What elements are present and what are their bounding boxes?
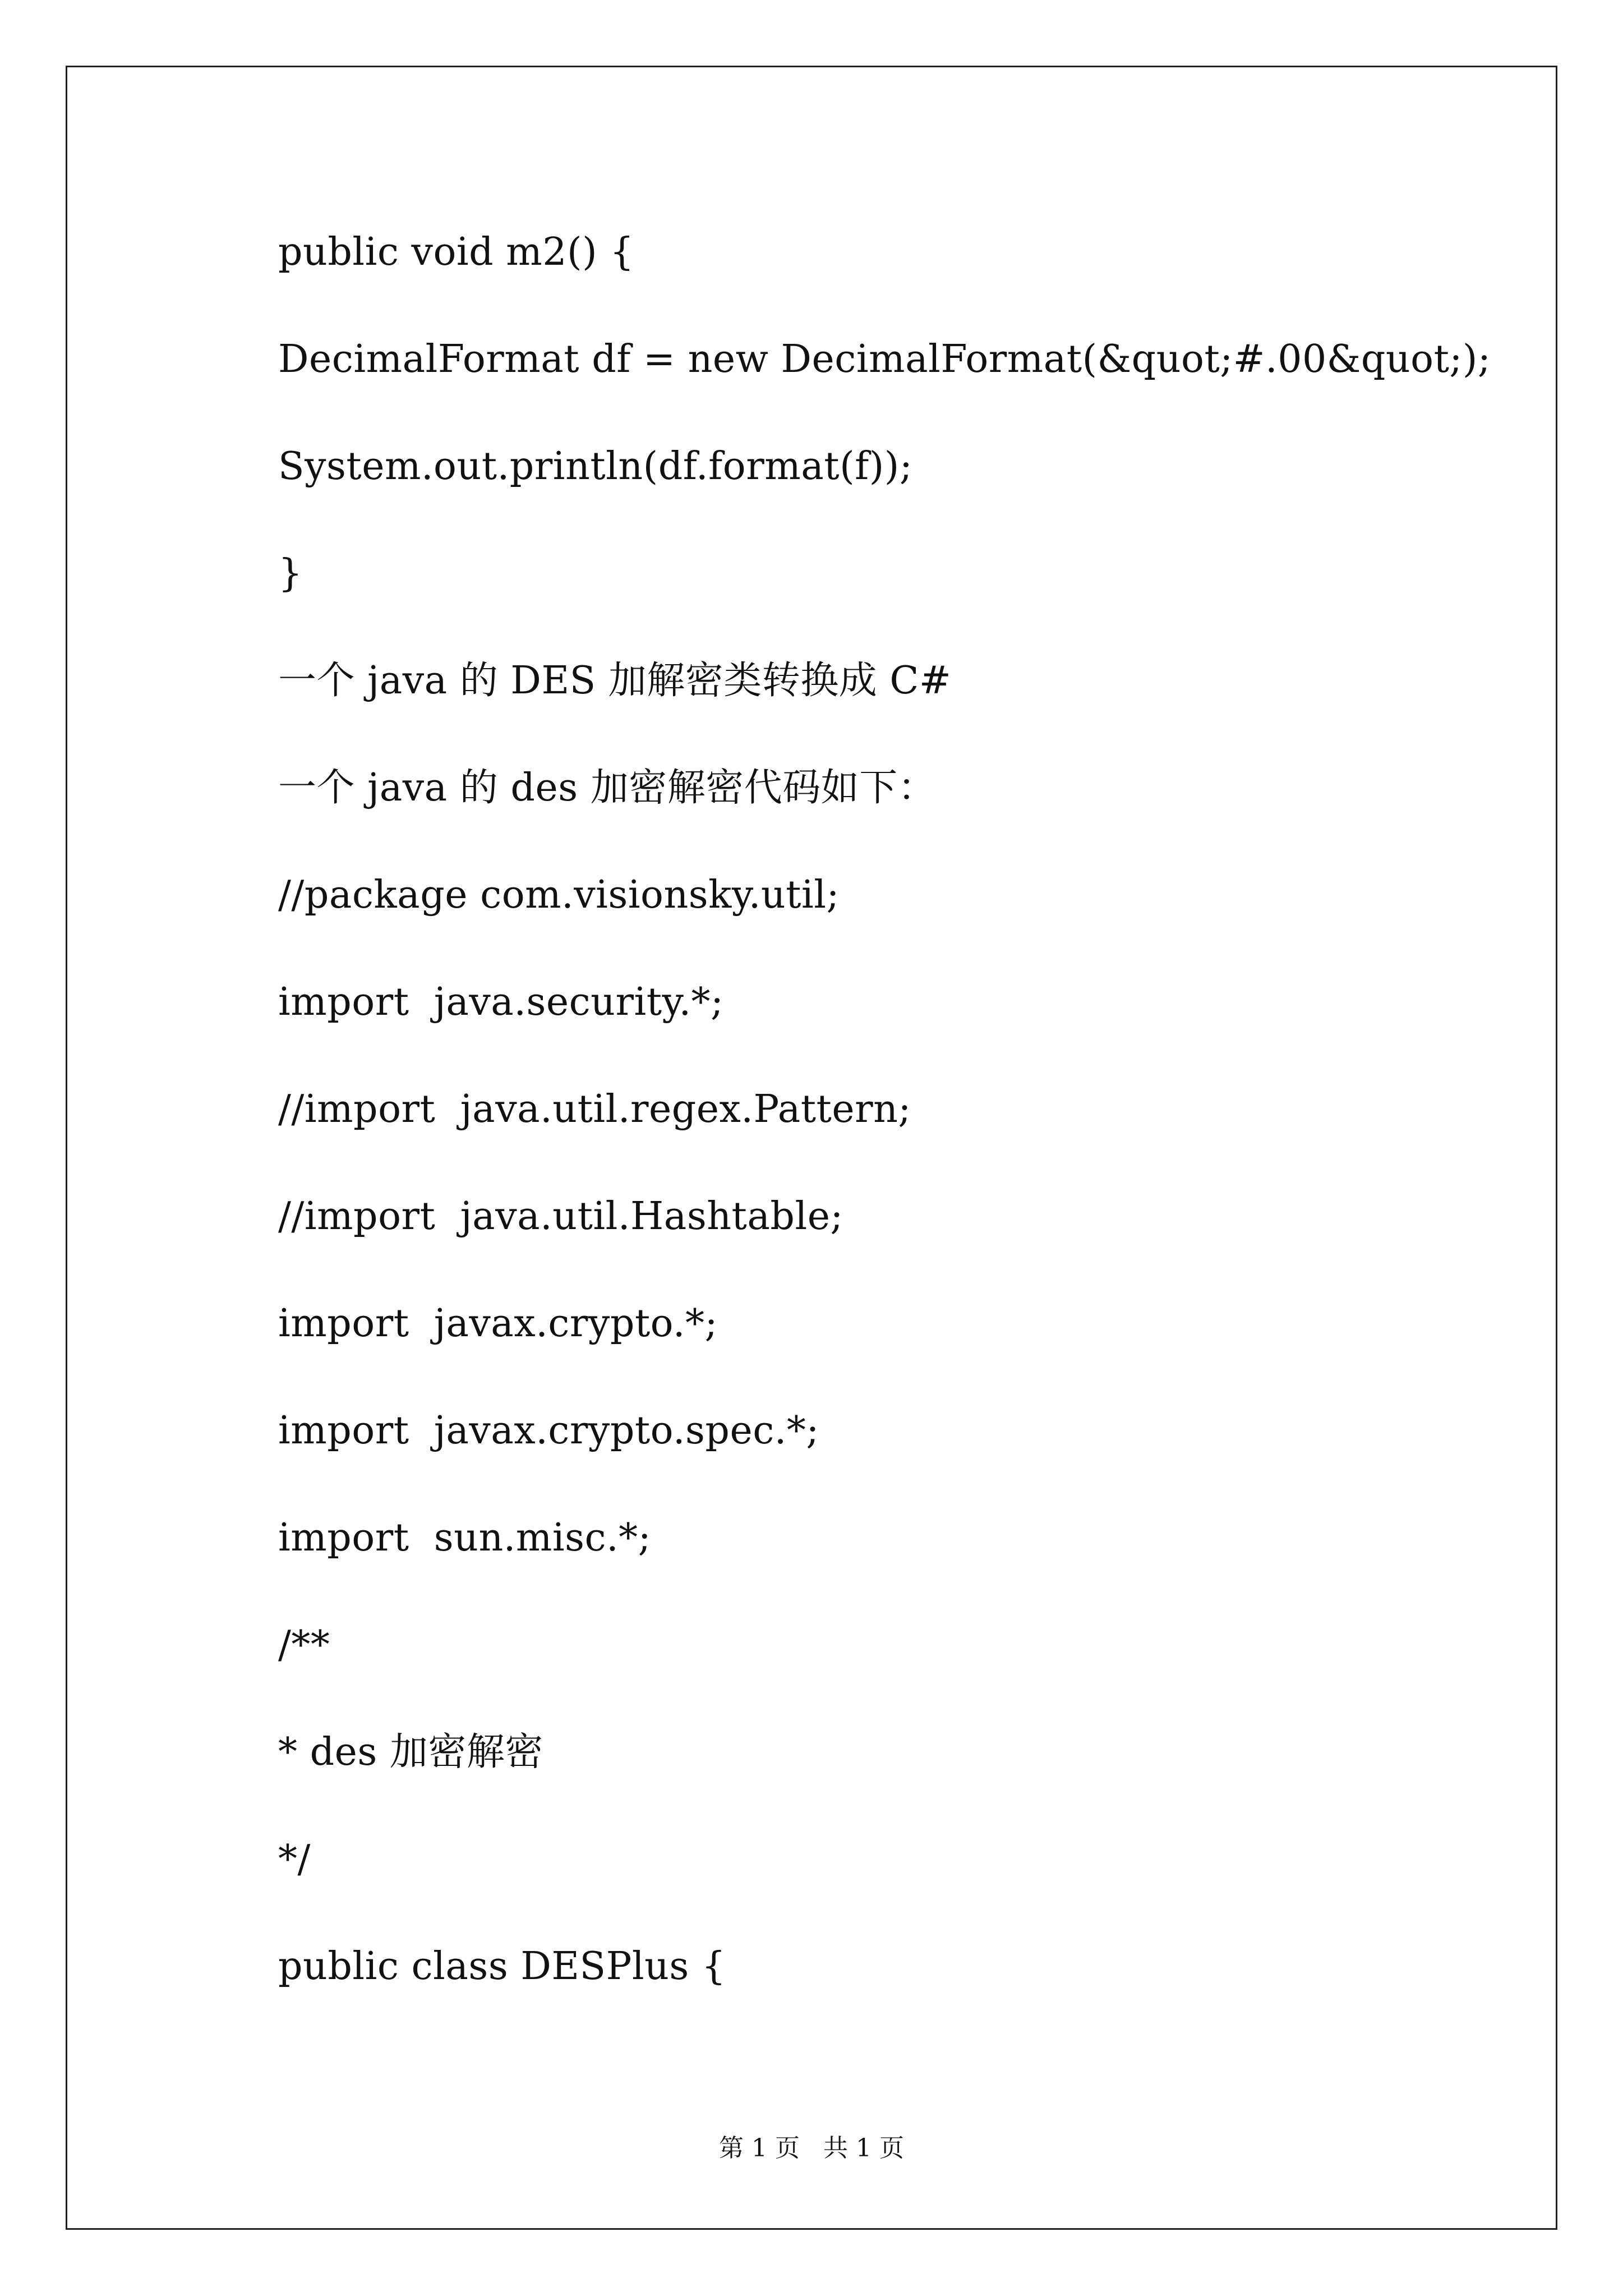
code-line: /** bbox=[278, 1623, 330, 1667]
code-line: * des 加密解密 bbox=[278, 1730, 543, 1774]
code-line: DecimalFormat df = new DecimalFormat(&quot;#.00&quot;); bbox=[278, 337, 1491, 381]
code-line: */ bbox=[278, 1837, 311, 1881]
code-line: import java.security.*; bbox=[278, 980, 724, 1024]
page-footer: 第 1 页 共 1 页 bbox=[719, 2134, 904, 2162]
text-line: 一个 java 的 DES 加解密类转换成 C# bbox=[278, 659, 952, 703]
document-body bbox=[278, 222, 1491, 2043]
code-line: public void m2() { bbox=[278, 230, 634, 274]
code-line: import javax.crypto.spec.*; bbox=[278, 1409, 819, 1453]
code-line: //import java.util.regex.Pattern; bbox=[278, 1087, 911, 1131]
code-line: //import java.util.Hashtable; bbox=[278, 1194, 843, 1239]
code-line: System.out.println(df.format(f)); bbox=[278, 444, 913, 489]
code-line: public class DESPlus { bbox=[278, 1944, 726, 1989]
code-line: import javax.crypto.*; bbox=[278, 1301, 718, 1346]
text-line: 一个 java 的 des 加密解密代码如下： bbox=[278, 766, 937, 810]
code-line: } bbox=[278, 551, 303, 596]
code-line: import sun.misc.*; bbox=[278, 1516, 652, 1560]
code-line: //package com.visionsky.util; bbox=[278, 873, 840, 917]
